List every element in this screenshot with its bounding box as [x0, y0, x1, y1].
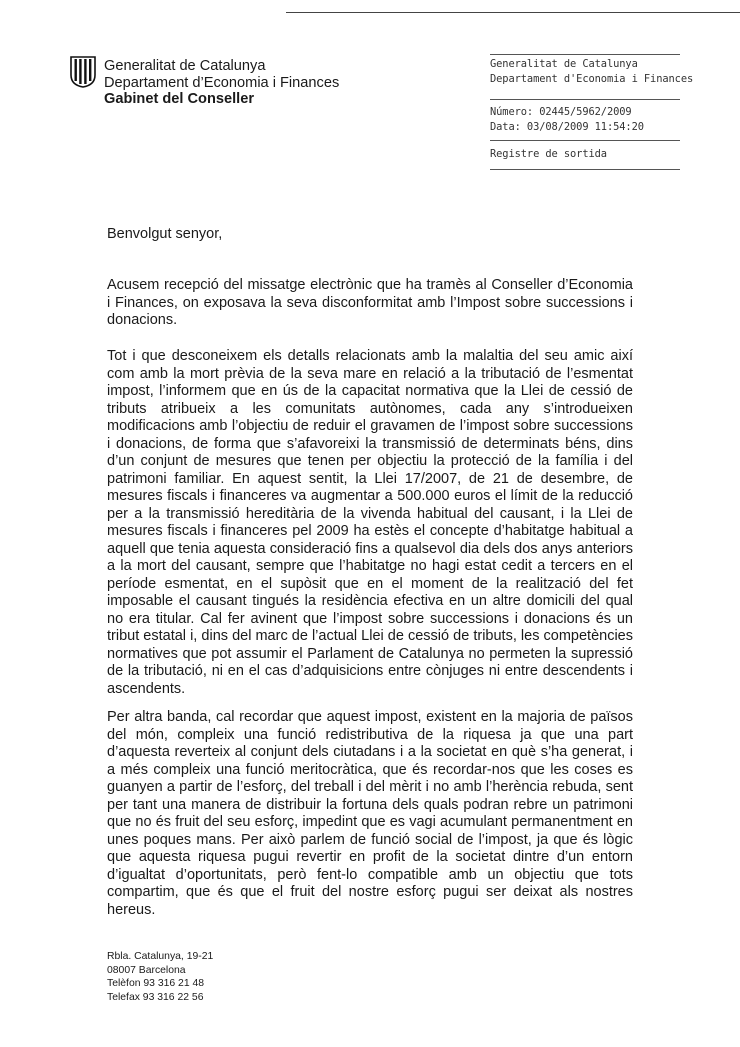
stamp-divider	[490, 140, 680, 141]
stamp-date: Data: 03/08/2009 11:54:20	[490, 121, 644, 133]
paragraph-2: Tot i que desconeixem els detalls relacionats amb la malaltia del seu amic així com amb la mort prèvia de la seva mare en relació a la tributació de l’esmentat impost, l’informem que en ús de la capacitat normativa que la Llei de cessió de tributs atribueix a les comunitats autònomes, cada any s’introdueixen modificacions amb l’objectiu de reduir el gravamen de l’impost sobre successions i donacions, de forma que s’afavoreixi la transmissió de determinats béns, dins d’un conjunt de mesures que tenen per objectiu la protecció de la família i del patrimoni familiar. En aquest sentit, la Llei 17/2007, de 21 de desembre, de mesures fiscals i financeres va augmentar a 500.000 euros el límit de la reducció per a la transmissió hereditària de la vivenda habitual del causant, i la Llei de mesures fiscals i financeres pel 2009 ha estès el concepte d’habitatge habitual a aquell que tenia aquesta consideració fins a qualsevol dia dels dos anys anteriors a la mort del causant, sempre que l’habitatge no hagi estat cedit a tercers en el període esmentat, en el supòsit que en el moment de la realització del fet imposable el causant tingués la residència efectiva en un altre domicili del qual no era titular. Cal fer avinent que l’impost sobre successions i donacions és un tribut estatal i, dins del marc de l’actual Llei de cessió de tributs, les competències normatives que pot assumir el Parlament de Catalunya no permeten la supressió de la tributació, ni en el cas d’adquisicions entre cònjuges ni entre descendents i ascendents.	[107, 348, 633, 697]
stamp-register: Registre de sortida	[490, 148, 607, 160]
footer-phone: Telèfon 93 316 21 48	[107, 978, 205, 989]
stamp-org: Generalitat de Catalunya	[490, 58, 638, 70]
stamp-divider	[490, 169, 680, 170]
greeting: Benvolgut senyor,	[107, 226, 223, 242]
footer-street: Rbla. Catalunya, 19-21	[107, 951, 214, 962]
generalitat-logo-icon	[70, 56, 96, 88]
org-name: Generalitat de Catalunya	[104, 58, 266, 74]
stamp-department: Departament d'Economia i Finances	[490, 73, 694, 85]
stamp-divider	[490, 99, 680, 100]
stamp-number: Número: 02445/5962/2009	[490, 106, 632, 118]
footer-fax: Telefax 93 316 22 56	[107, 991, 204, 1003]
top-rule	[286, 12, 740, 13]
stamp-divider	[490, 54, 680, 55]
office-name: Gabinet del Conseller	[104, 91, 255, 107]
letterhead	[104, 58, 339, 108]
paragraph-3: Per altra banda, cal recordar que aquest impost, existent en la majoria de països del món, compleix una funció redistributiva de la riquesa ja que una part d’aquesta reverteix al conjunt dels ciutadans i a la societat en què s’ha generat, i a més compleix una funció meritocràtica, que és recordar-nos que les coses es guanyen a partir de l’esforç, del treball i del mèrit i no amb l’herència rebuda, sent per tant una manera de distribuir la fortuna dels quals podran rebre un patrimoni que no és fruit del seu esforç, impedint que es vagi acumulant permanentment en unes poques mans. Per això parlem de funció social de l’impost, ja que és lògic que aquesta riquesa pugui revertir en profit de la societat dintre d’un entorn d’igualtat d’oportunitats, però fent-lo compatible amb un objectiu que tots compartim, que és que el fruit del nostre esforç pugui ser deixat als nostres hereus.	[107, 709, 633, 918]
paragraph-1: Acusem recepció del missatge electrònic que ha tramès al Conseller d’Economia i Finances, on exposava la seva disconformitat amb l’Impost sobre successions i donacions.	[107, 277, 633, 328]
department-name: Departament d’Economia i Finances	[104, 74, 340, 91]
footer-city: 08007 Barcelona	[107, 964, 186, 976]
footer-address	[107, 950, 213, 1004]
